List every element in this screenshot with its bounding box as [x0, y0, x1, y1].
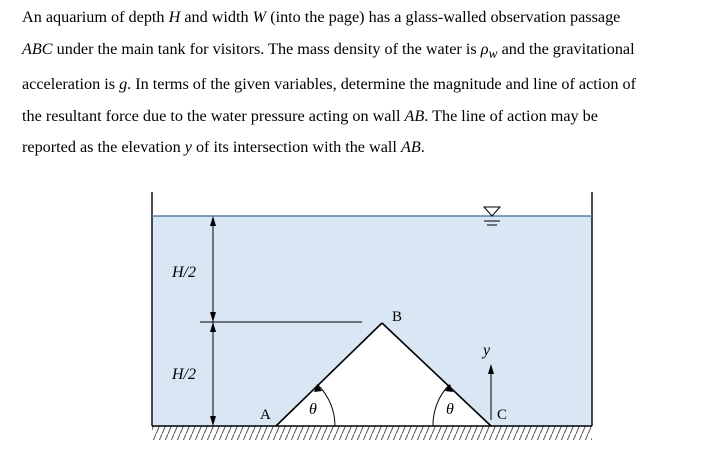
label-upper-half: H/2: [172, 264, 196, 281]
label-B: B: [392, 309, 403, 325]
label-y: y: [483, 342, 491, 359]
theta-right: θ: [446, 401, 454, 418]
label-A: A: [260, 407, 271, 423]
problem-line-4: the resultant force due to the water pressure acting on wall AB. The line of action may be: [22, 106, 598, 125]
theta-left: θ: [309, 401, 317, 418]
problem-line-1: An aquarium of depth H and width W (into the page) has a glass-walled observation passage: [22, 8, 621, 26]
label-lower-half: H/2: [172, 366, 196, 383]
label-C: C: [497, 407, 508, 423]
problem-line-3: acceleration is g. In terms of the given variables, determine the magnitude and line of action of: [22, 75, 637, 94]
ground-hatch: [152, 426, 592, 440]
problem-line-2: ABC under the main tank for visitors. The mass density of the water is $\rho_w$ and the gravitational: [22, 39, 635, 61]
problem-line-5: reported as the elevation y of its intersection with the wall AB.: [22, 138, 425, 157]
